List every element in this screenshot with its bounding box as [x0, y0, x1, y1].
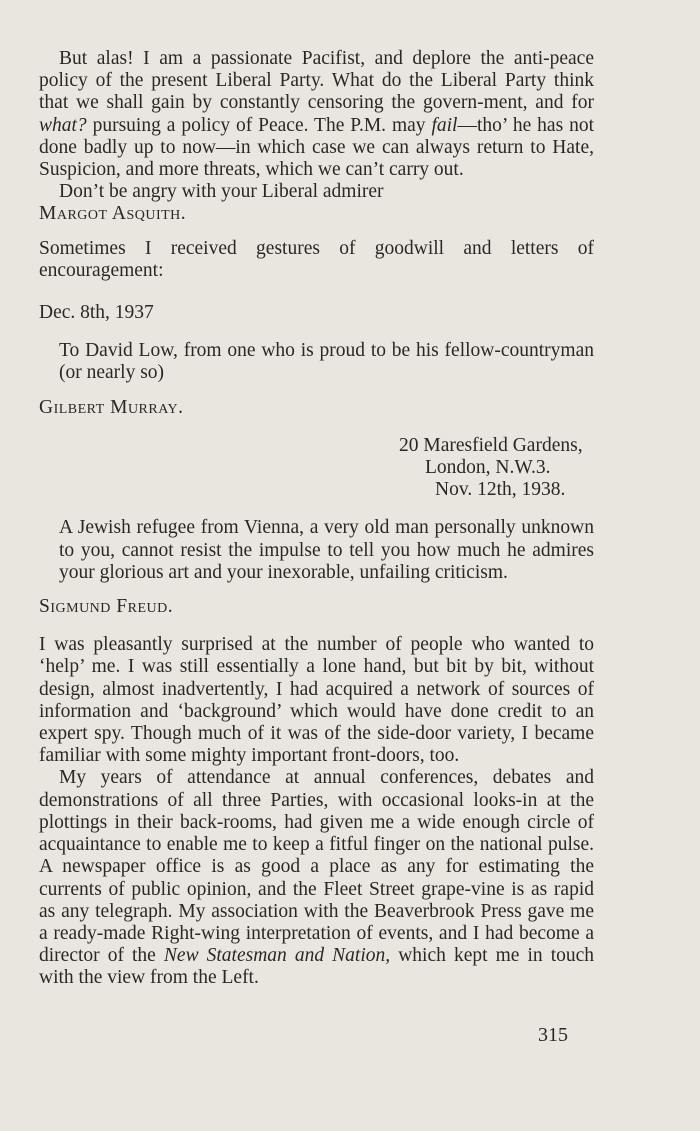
- asquith-signature: Margot Asquith.: [39, 203, 187, 225]
- freud-address-line: 20 Maresfield Gardens,: [399, 434, 583, 456]
- freud-date: Nov. 12th, 1938.: [435, 479, 566, 501]
- murray-letter-body: To David Low, from one who is proud to be his fellow-countryman (or nearly so): [59, 340, 594, 384]
- page-body: [39, 48, 594, 990]
- murray-signature: Gilbert Murray.: [39, 396, 184, 418]
- paragraph-help: I was pleasantly surprised at the number of people who wanted to ‘help’ me. I was still essentially a lone hand, but bit by bit, without design, almost inadvertently, I had acquired a network of sources of information and ‘background’ which would have done credit to an expert spy. Though much of it was of the side-door variety, I became familiar with some mighty important front-doors, too.: [39, 634, 594, 767]
- freud-letter-body: A Jewish refugee from Vienna, a very old man personally unknown to you, cannot resist the impulse to tell you how much he admires your glorious art and your inexorable, unfailing criticism.: [59, 517, 594, 583]
- paragraph-years: My years of attendance at annual conferences, debates and demonstrations of all three Parties, with occasional looks-in at the plottings in their back-rooms, had given me a wide enough circle of acquaintance to enable me to keep a fitful finger on the national pulse. A newspaper office is as good a place as any for estimating the currents of public opinion, and the Fleet Street grape-vine is as rapid as any telegraph. My association with the Beaverbrook Press gave me a ready-made Right-wing interpretation of events, and I had become a director of the New Statesman and Nation, which kept me in touch with the view from the Left.: [39, 767, 595, 989]
- intro-gestures: Sometimes I received gestures of goodwill and letters of encouragement:: [39, 237, 594, 281]
- freud-signature: Sigmund Freud.: [39, 596, 174, 618]
- freud-address-line: London, N.W.3.: [425, 457, 551, 479]
- murray-date: Dec. 8th, 1937: [39, 302, 154, 324]
- page-number: 315: [538, 1024, 568, 1046]
- freud-address: [399, 435, 594, 502]
- asquith-letter-body: But alas! I am a passionate Pacifist, and deplore the anti-peace policy of the present Liberal Party. What do the Liberal Party think that we shall gain by constantly censoring the govern-ment, and for what? pursuing a policy of Peace. The P.M. may fail—tho’ he has not done badly up to now—in which case we can always return to Hate, Suspicion, and more threats, which we can’t carry out.: [39, 48, 594, 181]
- asquith-closing: Don’t be angry with your Liberal admirer: [59, 181, 384, 203]
